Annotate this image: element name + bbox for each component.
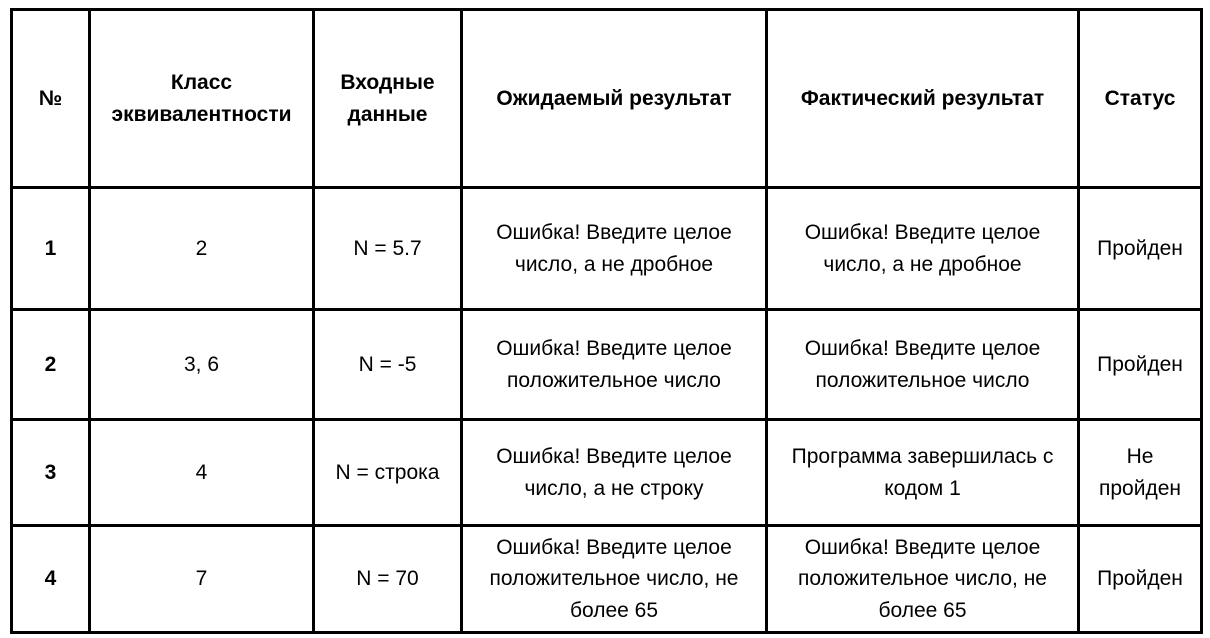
- cell-expected-result: Ошибка! Введите целое положительное число: [462, 310, 767, 420]
- cell-row-number: 2: [12, 310, 90, 420]
- cell-status: Пройден: [1079, 526, 1202, 633]
- cell-equivalence-class: 3, 6: [90, 310, 314, 420]
- cell-input-data: N = -5: [314, 310, 462, 420]
- header-row: [12, 10, 1202, 188]
- cell-input-data: N = строка: [314, 420, 462, 526]
- cell-input-data: N = 5.7: [314, 188, 462, 310]
- cell-actual-result: Программа завершилась с кодом 1: [767, 420, 1079, 526]
- cell-actual-result: Ошибка! Введите целое положительное число: [767, 310, 1079, 420]
- cell-expected-result: Ошибка! Введите целое число, а не строку: [462, 420, 767, 526]
- table-row: [12, 420, 1202, 526]
- cell-status: Пройден: [1079, 188, 1202, 310]
- column-header-expected-result: Ожидаемый результат: [462, 10, 767, 188]
- column-header-status: Статус: [1079, 10, 1202, 188]
- table-row: [12, 188, 1202, 310]
- cell-status: Пройден: [1079, 310, 1202, 420]
- cell-row-number: 1: [12, 188, 90, 310]
- cell-row-number: 3: [12, 420, 90, 526]
- column-header-number: №: [12, 10, 90, 188]
- cell-actual-result: Ошибка! Введите целое число, а не дробное: [767, 188, 1079, 310]
- cell-actual-result: Ошибка! Введите целое положительное число, не более 65: [767, 526, 1079, 633]
- cell-expected-result: Ошибка! Введите целое положительное число, не более 65: [462, 526, 767, 633]
- cell-equivalence-class: 2: [90, 188, 314, 310]
- cell-input-data: N = 70: [314, 526, 462, 633]
- column-header-actual-result: Фактический результат: [767, 10, 1079, 188]
- column-header-input-data: Входные данные: [314, 10, 462, 188]
- test-cases-table: [10, 8, 1203, 634]
- table-row: [12, 526, 1202, 633]
- column-header-equivalence-class: Класс эквивалентности: [90, 10, 314, 188]
- cell-equivalence-class: 4: [90, 420, 314, 526]
- cell-expected-result: Ошибка! Введите целое число, а не дробное: [462, 188, 767, 310]
- cell-equivalence-class: 7: [90, 526, 314, 633]
- cell-status: Не пройден: [1079, 420, 1202, 526]
- table-row: [12, 310, 1202, 420]
- cell-row-number: 4: [12, 526, 90, 633]
